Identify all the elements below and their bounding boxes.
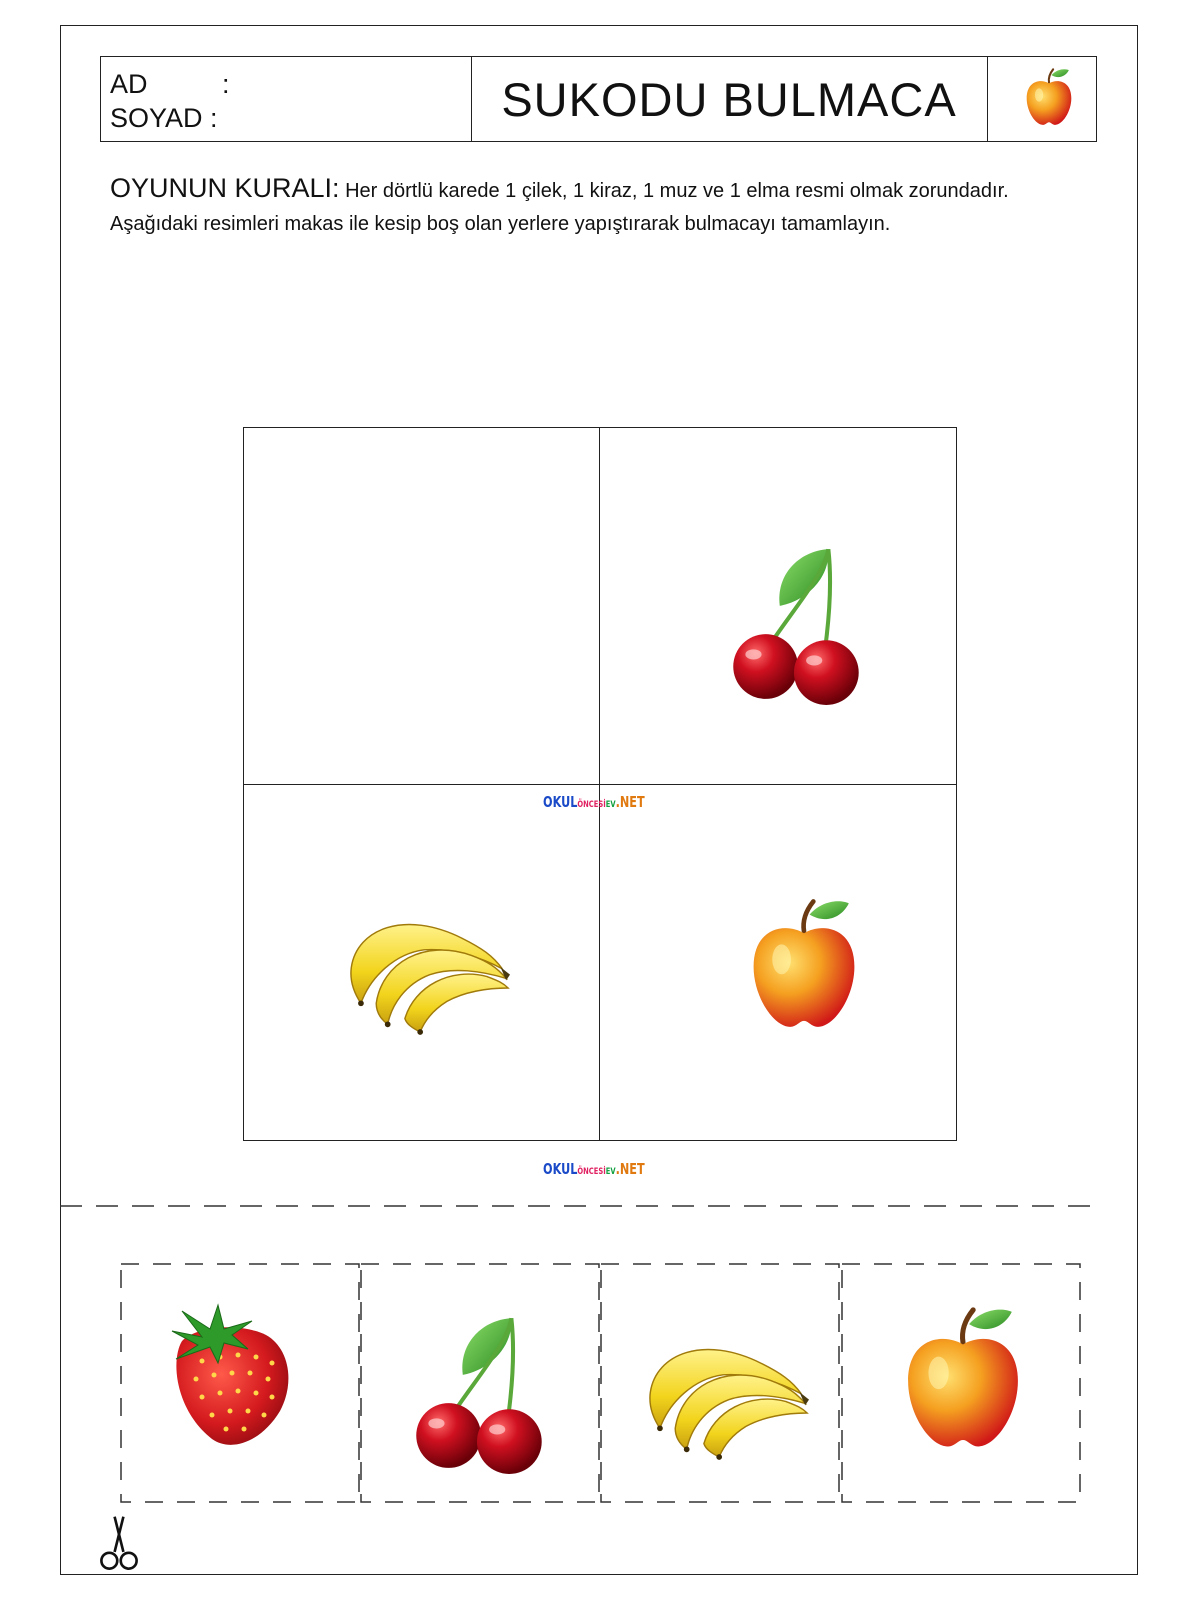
- strawberry-icon: [162, 1300, 302, 1452]
- banana-icon: [338, 893, 510, 1041]
- cut-line: [60, 1204, 1100, 1208]
- watermark: [543, 1160, 645, 1178]
- cherry-icon: [727, 535, 869, 707]
- apple-icon: [1024, 66, 1074, 128]
- watermark-part: .NET: [615, 1160, 645, 1178]
- name-colon: :: [222, 69, 230, 99]
- banana-icon: [637, 1318, 809, 1466]
- watermark-part: ÖNCESİ: [577, 800, 606, 810]
- header-divider: [987, 56, 988, 142]
- page-title-text: SUKODU BULMACA: [501, 72, 957, 126]
- grid-cell-top-left[interactable]: [243, 427, 599, 784]
- cherry-icon: [410, 1304, 552, 1476]
- watermark-part: ÖNCESİ: [577, 1167, 606, 1177]
- watermark-part: OKUL: [543, 1160, 578, 1178]
- watermark-part: .NET: [615, 793, 645, 811]
- rules-text: [110, 172, 1010, 241]
- rules-body: Her dörtlü karede 1 çilek, 1 kiraz, 1 muz ve 1 elma resmi olmak zorundadır. Aşağıdaki resimleri makas ile kesip boş olan yerlere yapıştırarak bulmacayı tamamlayın.: [110, 180, 1009, 235]
- name-label: AD: [110, 69, 148, 99]
- grid-divider-horizontal: [243, 784, 957, 785]
- watermark-part: EV: [605, 1167, 616, 1177]
- apple-icon: [748, 890, 860, 1038]
- page-title: [471, 56, 987, 142]
- scissors-icon: [97, 1513, 141, 1575]
- apple-icon: [902, 1298, 1024, 1458]
- surname-label: SOYAD :: [110, 103, 218, 133]
- watermark: [543, 793, 645, 811]
- rules-title: OYUNUN KURALI:: [110, 173, 340, 203]
- watermark-part: OKUL: [543, 793, 578, 811]
- watermark-part: EV: [605, 800, 616, 810]
